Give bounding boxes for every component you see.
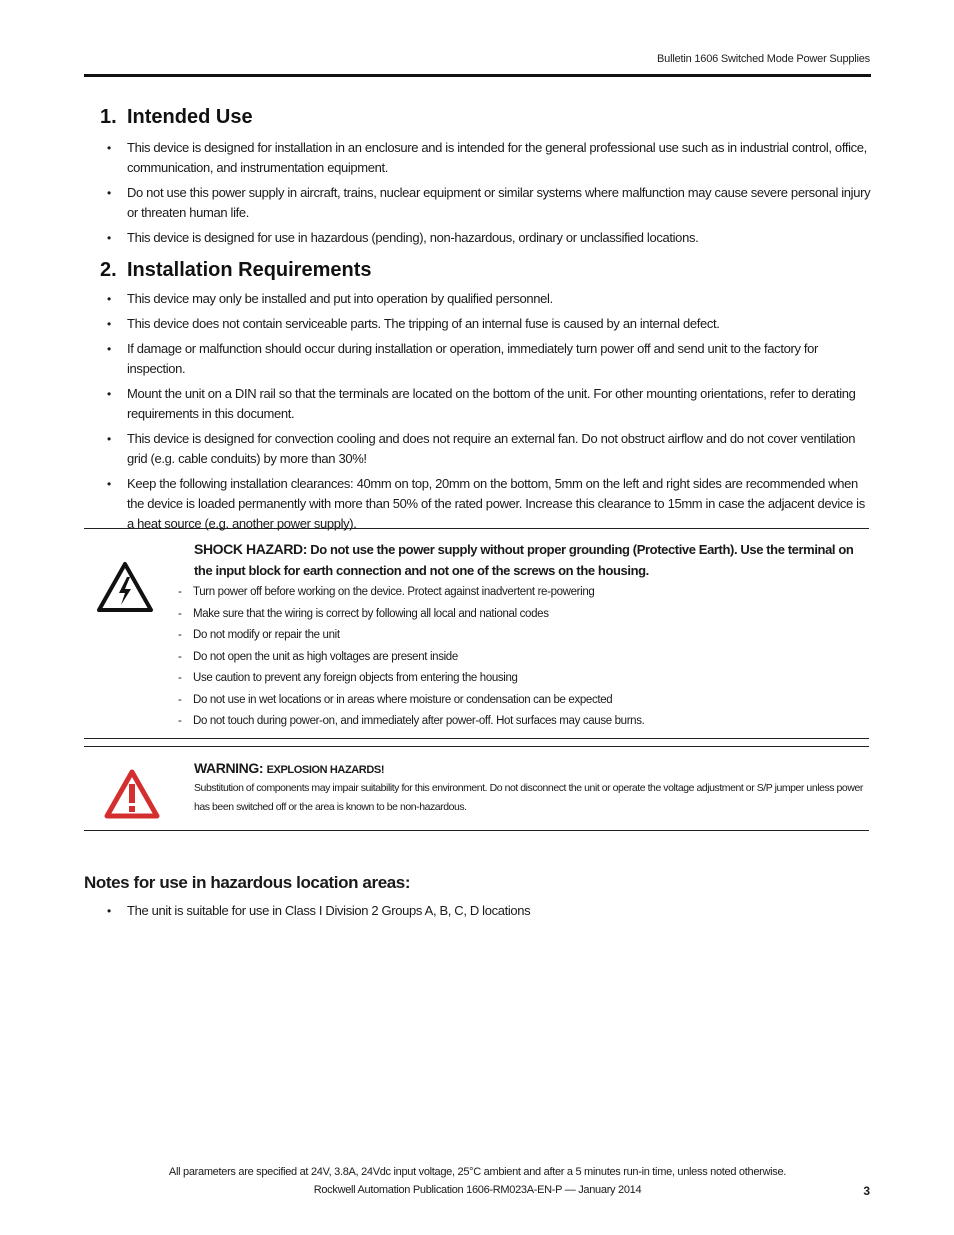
exclamation-warning-icon — [104, 769, 160, 824]
warning-label: WARNING: — [194, 760, 264, 776]
list-item: - Do not open the unit as high voltages are present inside — [178, 650, 458, 663]
warning-text: Substitution of components may impair suitability for this environment. Do not disconnect the unit or operate the voltage adjustment or S/P jumper unless power has been switched off or the area is known to be non-hazardous. — [194, 782, 863, 813]
section-title: Intended Use — [127, 106, 253, 128]
section-number: 1. — [100, 106, 117, 128]
shock-hazard-box — [84, 528, 869, 739]
list-item: • Keep the following installation clearances: 40mm on top, 20mm on the bottom, 5mm on the left and right sides are recommended when the device is loaded permanently with more than 50% of the rated power. Increase this clearance to 15mm in case the adjacent device is a heat source (e.g. another power supply). — [84, 474, 871, 534]
list-item: • This device is designed for use in hazardous (pending), non-hazardous, ordinary or unclassified locations. — [84, 228, 871, 248]
shock-hazard-body — [178, 539, 863, 733]
shock-hazard-title — [194, 539, 863, 581]
list-item: • This device is designed for installation in an enclosure and is intended for the general professional use such as in industrial control, office, communication, and instrumentation equipment. — [84, 138, 871, 178]
warning-sublabel: EXPLOSION HAZARDS! — [266, 764, 385, 776]
list-item: • This device is designed for convection cooling and does not require an external fan. Do not obstruct airflow and do not cover ventilation grid (e.g. cable conduits) by more than 30%! — [84, 429, 871, 469]
footer-publication: Rockwell Automation Publication 1606-RM023A-EN-P — January 2014 — [313, 1184, 642, 1196]
list-item: - Use caution to prevent any foreign objects from entering the housing — [178, 672, 518, 684]
list-item: • This device does not contain serviceable parts. The tripping of an internal fuse is caused by an internal defect. — [84, 314, 871, 334]
bullet-list — [84, 289, 871, 534]
list-item: • If damage or malfunction should occur during installation or operation, immediately turn power off and send unit to the factory for inspection. — [84, 339, 871, 379]
list-item: • The unit is suitable for use in Class I Division 2 Groups A, B, C, D locations — [84, 901, 871, 921]
section-number: 2. — [100, 259, 117, 281]
explosion-warning-box — [84, 746, 869, 831]
section-intended-use — [84, 106, 871, 253]
page-number: 3 — [863, 1184, 870, 1198]
hazardous-location-notes — [84, 873, 871, 926]
list-item: - Turn power off before working on the device. Protect against inadvertent re-powering — [178, 586, 595, 598]
list-item: • Do not use this power supply in aircraft, trains, nuclear equipment or similar systems where malfunction may cause severe personal injury or threaten human life. — [84, 183, 871, 223]
shock-hazard-text: Do not use the power supply without proper grounding (Protective Earth). Use the terminal on the input block for earth connection and not one of the screws on the housing. — [194, 542, 854, 578]
list-item: - Do not touch during power-on, and immediately after power-off. Hot surfaces may cause burns. — [178, 715, 645, 727]
list-item: - Do not modify or repair the unit — [178, 629, 340, 641]
bullet-list — [84, 138, 871, 248]
notes-title: Notes for use in hazardous location areas: — [84, 873, 411, 892]
list-item: • Mount the unit on a DIN rail so that the terminals are located on the bottom of the unit. For other mounting orientations, refer to derating requirements in this document. — [84, 384, 871, 424]
bullet-list — [84, 901, 871, 921]
header-rule — [84, 74, 871, 77]
list-item: • This device may only be installed and put into operation by qualified personnel. — [84, 289, 871, 309]
section-installation-requirements — [84, 259, 871, 539]
warning-body — [194, 760, 863, 817]
section-heading — [84, 106, 871, 129]
section-heading — [84, 259, 871, 282]
shock-hazard-list — [178, 582, 863, 733]
shock-hazard-label: SHOCK HAZARD: — [194, 541, 308, 557]
warning-title — [194, 760, 863, 776]
list-item: - Do not use in wet locations or in areas where moisture or condensation can be expected — [178, 693, 613, 706]
running-header: Bulletin 1606 Switched Mode Power Supplies — [657, 53, 870, 65]
section-title: Installation Requirements — [127, 259, 372, 281]
electric-shock-warning-icon — [96, 561, 154, 618]
list-item: - Make sure that the wiring is correct by following all local and national codes — [178, 607, 549, 620]
footer-note: All parameters are specified at 24V, 3.8A, 24Vdc input voltage, 25°C ambient and after a 5 minutes run-in time, unless noted otherwise. — [168, 1166, 787, 1178]
